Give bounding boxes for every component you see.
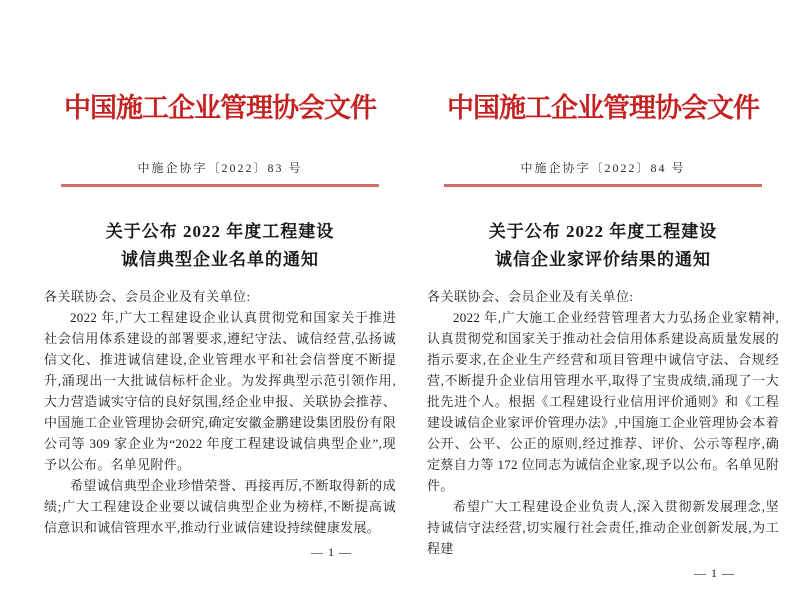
page-number: — 1 — — [311, 545, 352, 559]
document-number: 中施企协字〔2022〕84 号 — [520, 161, 686, 175]
notice-title — [427, 218, 779, 274]
body-paragraph-1: 2022 年,广大施工企业经营管理者大力弘扬企业家精神,认真贯彻党和国家关于推动社会信用体系建设高质量发展的指示要求,在企业生产经营和项目管理中诚信守法、合规经营,不断提升企业信用管理水平,取得了宝贵成绩,涌现了一大批先进个人。根据《工程建设行业信用评价通则》和《工程建设诚信企业家评价管理办法》,中国施工企业管理协会本着公开、公平、公正的原则,经过推荐、评价、公示等程序,确定蔡自力等 172 位同志为诚信企业家,现予以公布。名单见附件。 — [427, 310, 779, 493]
notice-title-line1: 关于公布 2022 年度工程建设 — [105, 222, 335, 241]
body-paragraph-1: 2022 年,广大工程建设企业认真贯彻党和国家关于推进社会信用体系建设的部署要求,遵纪守法、诚信经营,弘扬诚信文化、推进诚信建设,企业管理水平和社会信誉度不断提升,涌现出一大批诚信标杆企业。为发挥典型示范引领作用,大力营造诚实守信的良好氛围,经企业申报、关联协会推荐、中国施工企业管理协会研究,确定安徽金鹏建设集团股份有限公司等 309 家企业为“2022 年度工程建设诚信典型企业”,现予以公布。名单见附件。 — [44, 310, 396, 472]
document-page-84 — [427, 0, 779, 600]
body-paragraph-2: 希望广大工程建设企业负责人,深入贯彻新发展理念,坚持诚信守法经营,切实履行社会责任,推动企业创新发展,为工程建 — [427, 499, 779, 556]
salutation: 各关联协会、会员企业及有关单位: — [427, 289, 634, 304]
document-number: 中施企协字〔2022〕83 号 — [137, 161, 303, 175]
page-number: — 1 — — [694, 566, 735, 580]
letterhead-divider-line — [444, 184, 762, 187]
salutation: 各关联协会、会员企业及有关单位: — [44, 289, 251, 304]
notice-title-line1: 关于公布 2022 年度工程建设 — [488, 222, 718, 241]
letterhead-title: 中国施工企业管理协会文件 — [447, 93, 759, 123]
notice-title-line2: 诚信企业家评价结果的通知 — [495, 250, 711, 269]
notice-title — [44, 218, 396, 274]
notice-title-line2: 诚信典型企业名单的通知 — [121, 250, 319, 269]
body-paragraph-2: 希望诚信典型企业珍惜荣誉、再接再厉,不断取得新的成绩;广大工程建设企业要以诚信典型企业为榜样,不断提高诚信意识和诚信管理水平,推动行业诚信建设持续健康发展。 — [44, 478, 396, 535]
document-page-83 — [44, 0, 396, 600]
letterhead-divider-line — [61, 184, 379, 187]
letterhead-title: 中国施工企业管理协会文件 — [64, 93, 376, 123]
